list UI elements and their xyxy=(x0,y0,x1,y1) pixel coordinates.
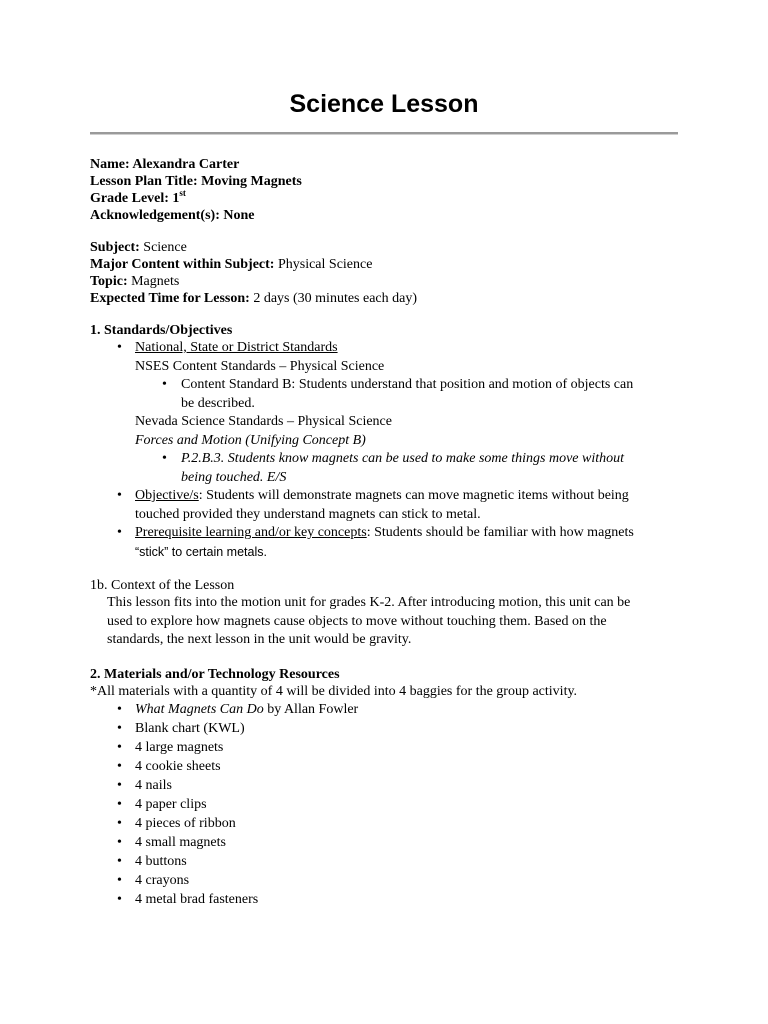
section-materials-heading: 2. Materials and/or Technology Resources xyxy=(90,666,340,682)
topic-line: Topic: Magnets xyxy=(90,274,180,289)
list-item: • Blank chart (KWL) xyxy=(117,720,245,736)
bullet-icon: • xyxy=(117,891,122,907)
materials-note: *All materials with a quantity of 4 will be divided into 4 baggies for the group activity. xyxy=(90,683,578,699)
context-paragraph: This lesson fits into the motion unit for grades K-2. After introducing motion, this unit can be used to explore how magnets cause objects to move without touching them. Based on the standards, the next lesson in the unit would be gravity. xyxy=(107,595,631,647)
document-body xyxy=(90,156,690,909)
standards-bullet: • National, State or District Standards xyxy=(90,339,690,358)
subject-line: Subject: Science xyxy=(90,240,187,255)
list-item: • 4 buttons xyxy=(117,853,187,869)
title-divider xyxy=(90,132,678,135)
bullet-icon: • xyxy=(117,796,122,812)
name-line: Name: Alexandra Carter xyxy=(90,157,240,172)
major-content-line: Major Content within Subject: Physical Science xyxy=(90,257,373,272)
list-item: • 4 metal brad fasteners xyxy=(117,891,259,907)
bullet-icon: • xyxy=(117,739,122,755)
bullet-icon: • xyxy=(117,340,122,355)
lesson-title-line: Lesson Plan Title: Moving Magnets xyxy=(90,174,302,189)
objective-bullet: • Objective/s: Students will demonstrate magnets can move magnetic items without being touched provided they understand magnets can stick to metal. xyxy=(117,488,629,522)
list-item: • 4 crayons xyxy=(117,872,190,888)
bullet-icon: • xyxy=(117,777,122,793)
list-item: • 4 cookie sheets xyxy=(117,758,221,774)
acknowledgement-line: Acknowledgement(s): None xyxy=(90,208,255,223)
bullet-icon: • xyxy=(117,872,122,888)
list-item: • 4 paper clips xyxy=(117,796,207,812)
page-title: Science Lesson xyxy=(289,90,479,118)
bullet-icon: • xyxy=(117,815,122,831)
standard-p2b3: • P.2.B.3. Students know magnets can be used to make some things move without being touched. E/S xyxy=(162,451,625,485)
bullet-icon: • xyxy=(162,451,167,466)
bullet-icon: • xyxy=(117,701,122,717)
section-context-heading: 1b. Context of the Lesson xyxy=(90,578,235,593)
nevada-sub-label: Forces and Motion (Unifying Concept B) xyxy=(135,432,366,448)
content-standard-b: • Content Standard B: Students understand that position and motion of objects can be described. xyxy=(162,377,634,411)
bullet-icon: • xyxy=(117,853,122,869)
bullet-icon: • xyxy=(117,834,122,850)
list-item: • 4 large magnets xyxy=(117,739,224,755)
nevada-label: Nevada Science Standards – Physical Science xyxy=(135,414,392,429)
bullet-icon: • xyxy=(117,525,122,540)
section-standards-heading: 1. Standards/Objectives xyxy=(90,323,233,338)
bullet-icon: • xyxy=(117,488,122,503)
bullet-icon: • xyxy=(117,720,122,736)
list-item: • 4 pieces of ribbon xyxy=(117,815,236,831)
list-item: • 4 small magnets xyxy=(117,834,226,850)
list-item: • 4 nails xyxy=(117,777,172,793)
bullet-icon: • xyxy=(162,377,167,392)
list-item: • What Magnets Can Do by Allan Fowler xyxy=(117,701,359,717)
grade-level-line: Grade Level: 1st xyxy=(90,188,186,206)
bullet-icon: • xyxy=(117,758,122,774)
expected-time-line: Expected Time for Lesson: 2 days (30 minutes each day) xyxy=(90,291,418,306)
prerequisite-bullet: • Prerequisite learning and/or key concepts: Students should be familiar with how magnets “stick” to certain metals. xyxy=(117,525,634,559)
nses-label: NSES Content Standards – Physical Science xyxy=(135,358,385,374)
